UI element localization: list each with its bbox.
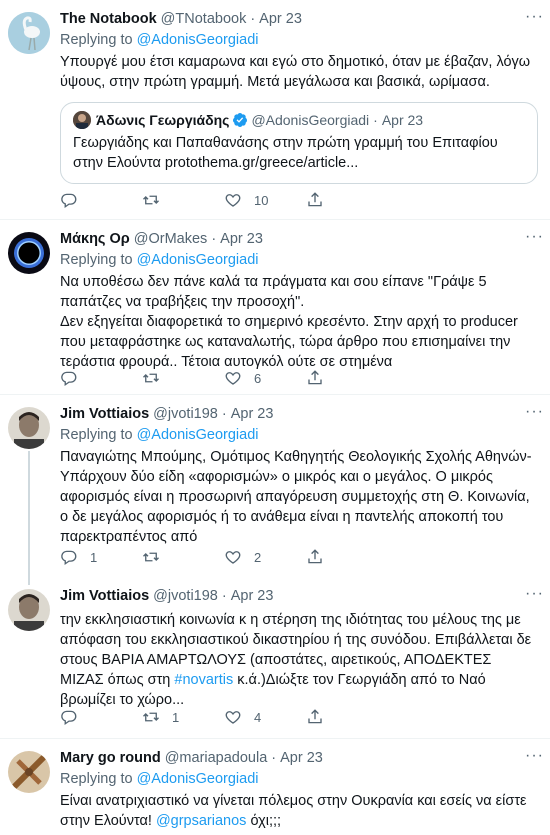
like-count: 4	[254, 709, 262, 725]
tweet-date[interactable]: Apr 23	[259, 11, 302, 27]
tweet-text-part: Είναι ανατριχιαστικό να γίνεται πόλεμος στην Ουκρανία και εσείς να είστε στην Ελούντα!	[60, 793, 527, 829]
heart-icon	[224, 369, 242, 387]
replying-label: Replying to	[60, 252, 133, 268]
avatar[interactable]	[8, 407, 50, 449]
replying-to-line	[60, 251, 538, 270]
verified-badge-icon	[232, 112, 248, 128]
like-count: 6	[254, 370, 262, 386]
retweet-icon	[142, 191, 160, 209]
tweet-text-line-2: Δεν εξηγείται διαφορετικά το σημερινό κρεσέντο. Στην αρχή το producer που μεταφράστηκε ως καταναλωτής, τώρα άρθρο που επισημαίνει την τεράστια φρουρά.. Τέτοια αυτογκόλ ούτε σε στημένα	[60, 314, 518, 370]
retweet-count: 1	[172, 709, 180, 725]
reply-icon	[60, 708, 78, 726]
tweet-actions	[60, 707, 390, 727]
author-handle[interactable]: @mariapadoula	[164, 750, 268, 766]
separator: ·	[271, 750, 277, 766]
replying-to-line	[60, 31, 538, 50]
tweet-date[interactable]: Apr 23	[230, 588, 274, 604]
quoted-avatar	[73, 111, 91, 129]
share-button[interactable]	[306, 547, 388, 567]
flamingo-avatar-image	[8, 12, 50, 54]
carousel-avatar-image	[8, 751, 50, 793]
mention-link[interactable]: @AdonisGeorgiadi	[136, 427, 259, 443]
heart-icon	[224, 708, 242, 726]
share-button[interactable]	[306, 190, 388, 210]
tweet-text	[60, 610, 538, 710]
mention-link[interactable]: @AdonisGeorgiadi	[136, 32, 259, 48]
separator: ·	[373, 112, 378, 128]
heart-icon	[224, 548, 242, 566]
author-handle[interactable]: @jvoti198	[153, 588, 218, 604]
separator: ·	[221, 588, 227, 604]
reply-icon	[60, 191, 78, 209]
retweet-button[interactable]	[142, 190, 224, 210]
author-name[interactable]: Mary go round	[60, 750, 161, 766]
retweet-button[interactable]	[142, 547, 224, 567]
separator: ·	[250, 11, 256, 27]
reply-button[interactable]	[60, 707, 142, 727]
thread-line	[28, 451, 30, 577]
like-count: 2	[254, 549, 262, 565]
quoted-author-handle: @AdonisGeorgiadi	[251, 112, 370, 128]
tweet-date[interactable]: Apr 23	[220, 231, 263, 247]
tweet-text-part: την εκκλησιαστική κοινωνία κ η στέρηση της ιδιότητας του μέλους της με απόφαση του εκκλησιαστικού δικαστηρίου ή της συνόδου. Επιβάλλεται δε στους ΒΑΡΙΑ ΑΜΑΡΤΩΛΟΥΣ (αποστάτες, αιρετικούς, ΑΠΟΔΕΚΤΕΣ ΜΙΖΑΣ όπως στη	[60, 612, 532, 688]
portrait-avatar-image	[8, 407, 50, 449]
replying-label: Replying to	[60, 427, 133, 443]
avatar[interactable]	[8, 232, 50, 274]
quoted-text: Γεωργιάδης και Παπαθανάσης στην πρώτη γραμμή του Επιταφίου στην Ελούντα protothema.gr/greece/article...	[73, 135, 498, 171]
tweet-2[interactable]	[0, 220, 550, 395]
author-name[interactable]: Μάκης Ορ	[60, 231, 130, 247]
retweet-button[interactable]	[142, 368, 224, 388]
tweet-5[interactable]	[0, 739, 550, 835]
heart-icon	[224, 191, 242, 209]
author-name[interactable]: Jim Vottiaios	[60, 406, 150, 422]
avatar[interactable]	[8, 12, 50, 54]
tweet-3[interactable]	[0, 395, 550, 577]
hashtag-link[interactable]: #novartis	[174, 672, 234, 688]
more-options-icon[interactable]: ···	[525, 747, 544, 764]
like-button[interactable]	[224, 368, 306, 388]
share-icon	[306, 708, 324, 726]
like-button[interactable]	[224, 547, 306, 567]
tweet-actions	[60, 547, 390, 567]
portrait-avatar-image	[8, 589, 50, 631]
share-icon	[306, 191, 324, 209]
reply-button[interactable]	[60, 547, 142, 567]
replying-label: Replying to	[60, 32, 133, 48]
more-options-icon[interactable]: ···	[525, 228, 544, 245]
tweet-text: Παναγιώτης Μπούμης, Ομότιμος Καθηγητής Θεολογικής Σχολής Αθηνών- Υπάρχουν δύο είδη «αφορισμών» ο μικρός και ο μεγάλος. Ο μικρός αφορισμός είναι η προσωρινή απαγόρευση συμμετοχής στη Θ. Κοινωνία, ο δε μεγάλος αφορισμός ή το ανάθεμα είναι η παντελής αποκοπή του παρεκτραπέντος από	[60, 449, 532, 545]
author-name[interactable]: The Notabook	[60, 11, 157, 27]
mention-link[interactable]: @grpsarianos	[155, 813, 247, 829]
more-options-icon[interactable]: ···	[525, 585, 544, 602]
more-options-icon[interactable]: ···	[525, 8, 544, 25]
separator: ·	[221, 406, 227, 422]
avatar[interactable]	[8, 751, 50, 793]
author-name[interactable]: Jim Vottiaios	[60, 588, 150, 604]
tweet-date[interactable]: Apr 23	[230, 406, 274, 422]
like-button[interactable]	[224, 707, 306, 727]
quoted-tweet[interactable]	[60, 102, 538, 184]
reply-button[interactable]	[60, 368, 142, 388]
more-options-icon[interactable]: ···	[525, 403, 544, 420]
retweet-icon	[142, 369, 160, 387]
tweet-actions	[60, 190, 390, 210]
share-icon	[306, 369, 324, 387]
eclipse-avatar-image	[8, 232, 50, 274]
retweet-icon	[142, 548, 160, 566]
tweet-text: Υπουργέ μου έτσι καμαρωνα και εγώ στο δημοτικό, όταν με έβαζαν, λόγω ύψους, στην πρώτη γραμμή. Μετά μεγάλωσα και βασικά, ωρίμασα.	[60, 54, 531, 90]
tweet-4[interactable]	[0, 577, 550, 739]
reply-button[interactable]	[60, 190, 142, 210]
separator: ·	[211, 231, 217, 247]
like-count: 10	[254, 192, 269, 208]
quoted-date: Apr 23	[381, 112, 424, 128]
tweet-text-part: όχι;;;	[246, 813, 282, 829]
author-handle[interactable]: @jvoti198	[153, 406, 218, 422]
like-button[interactable]	[224, 190, 306, 210]
reply-icon	[60, 369, 78, 387]
reply-count: 1	[90, 549, 98, 565]
quoted-author-name: Άδωνις Γεωργιάδης	[96, 112, 230, 128]
tweet-actions	[60, 368, 390, 388]
retweet-icon	[142, 708, 160, 726]
replying-to-line	[60, 770, 538, 789]
avatar[interactable]	[8, 589, 50, 631]
author-handle[interactable]: @TNotabook	[160, 11, 247, 27]
mention-link[interactable]: @AdonisGeorgiadi	[136, 252, 259, 268]
tweet-text-line-1: Να υποθέσω δεν πάνε καλά τα πράγματα και σου είπανε "Γράψε 5 παπάτζες να τραβήξεις την προσοχή".	[60, 274, 487, 310]
replying-label: Replying to	[60, 771, 133, 787]
share-button[interactable]	[306, 368, 388, 388]
author-handle[interactable]: @OrMakes	[133, 231, 208, 247]
mention-link[interactable]: @AdonisGeorgiadi	[136, 771, 259, 787]
replying-to-line	[60, 426, 538, 445]
reply-icon	[60, 548, 78, 566]
thread-line	[28, 577, 30, 585]
share-button[interactable]	[306, 707, 388, 727]
tweet-date[interactable]: Apr 23	[280, 750, 323, 766]
tweet-text	[60, 791, 538, 831]
tweet-text-part: κ.ά.)Διώξτε τον Γεωργιάδη από το Ναό βρωμίζει το χώρο...	[60, 672, 486, 708]
share-icon	[306, 548, 324, 566]
tweet-1[interactable]	[0, 0, 550, 220]
retweet-button[interactable]	[142, 707, 224, 727]
